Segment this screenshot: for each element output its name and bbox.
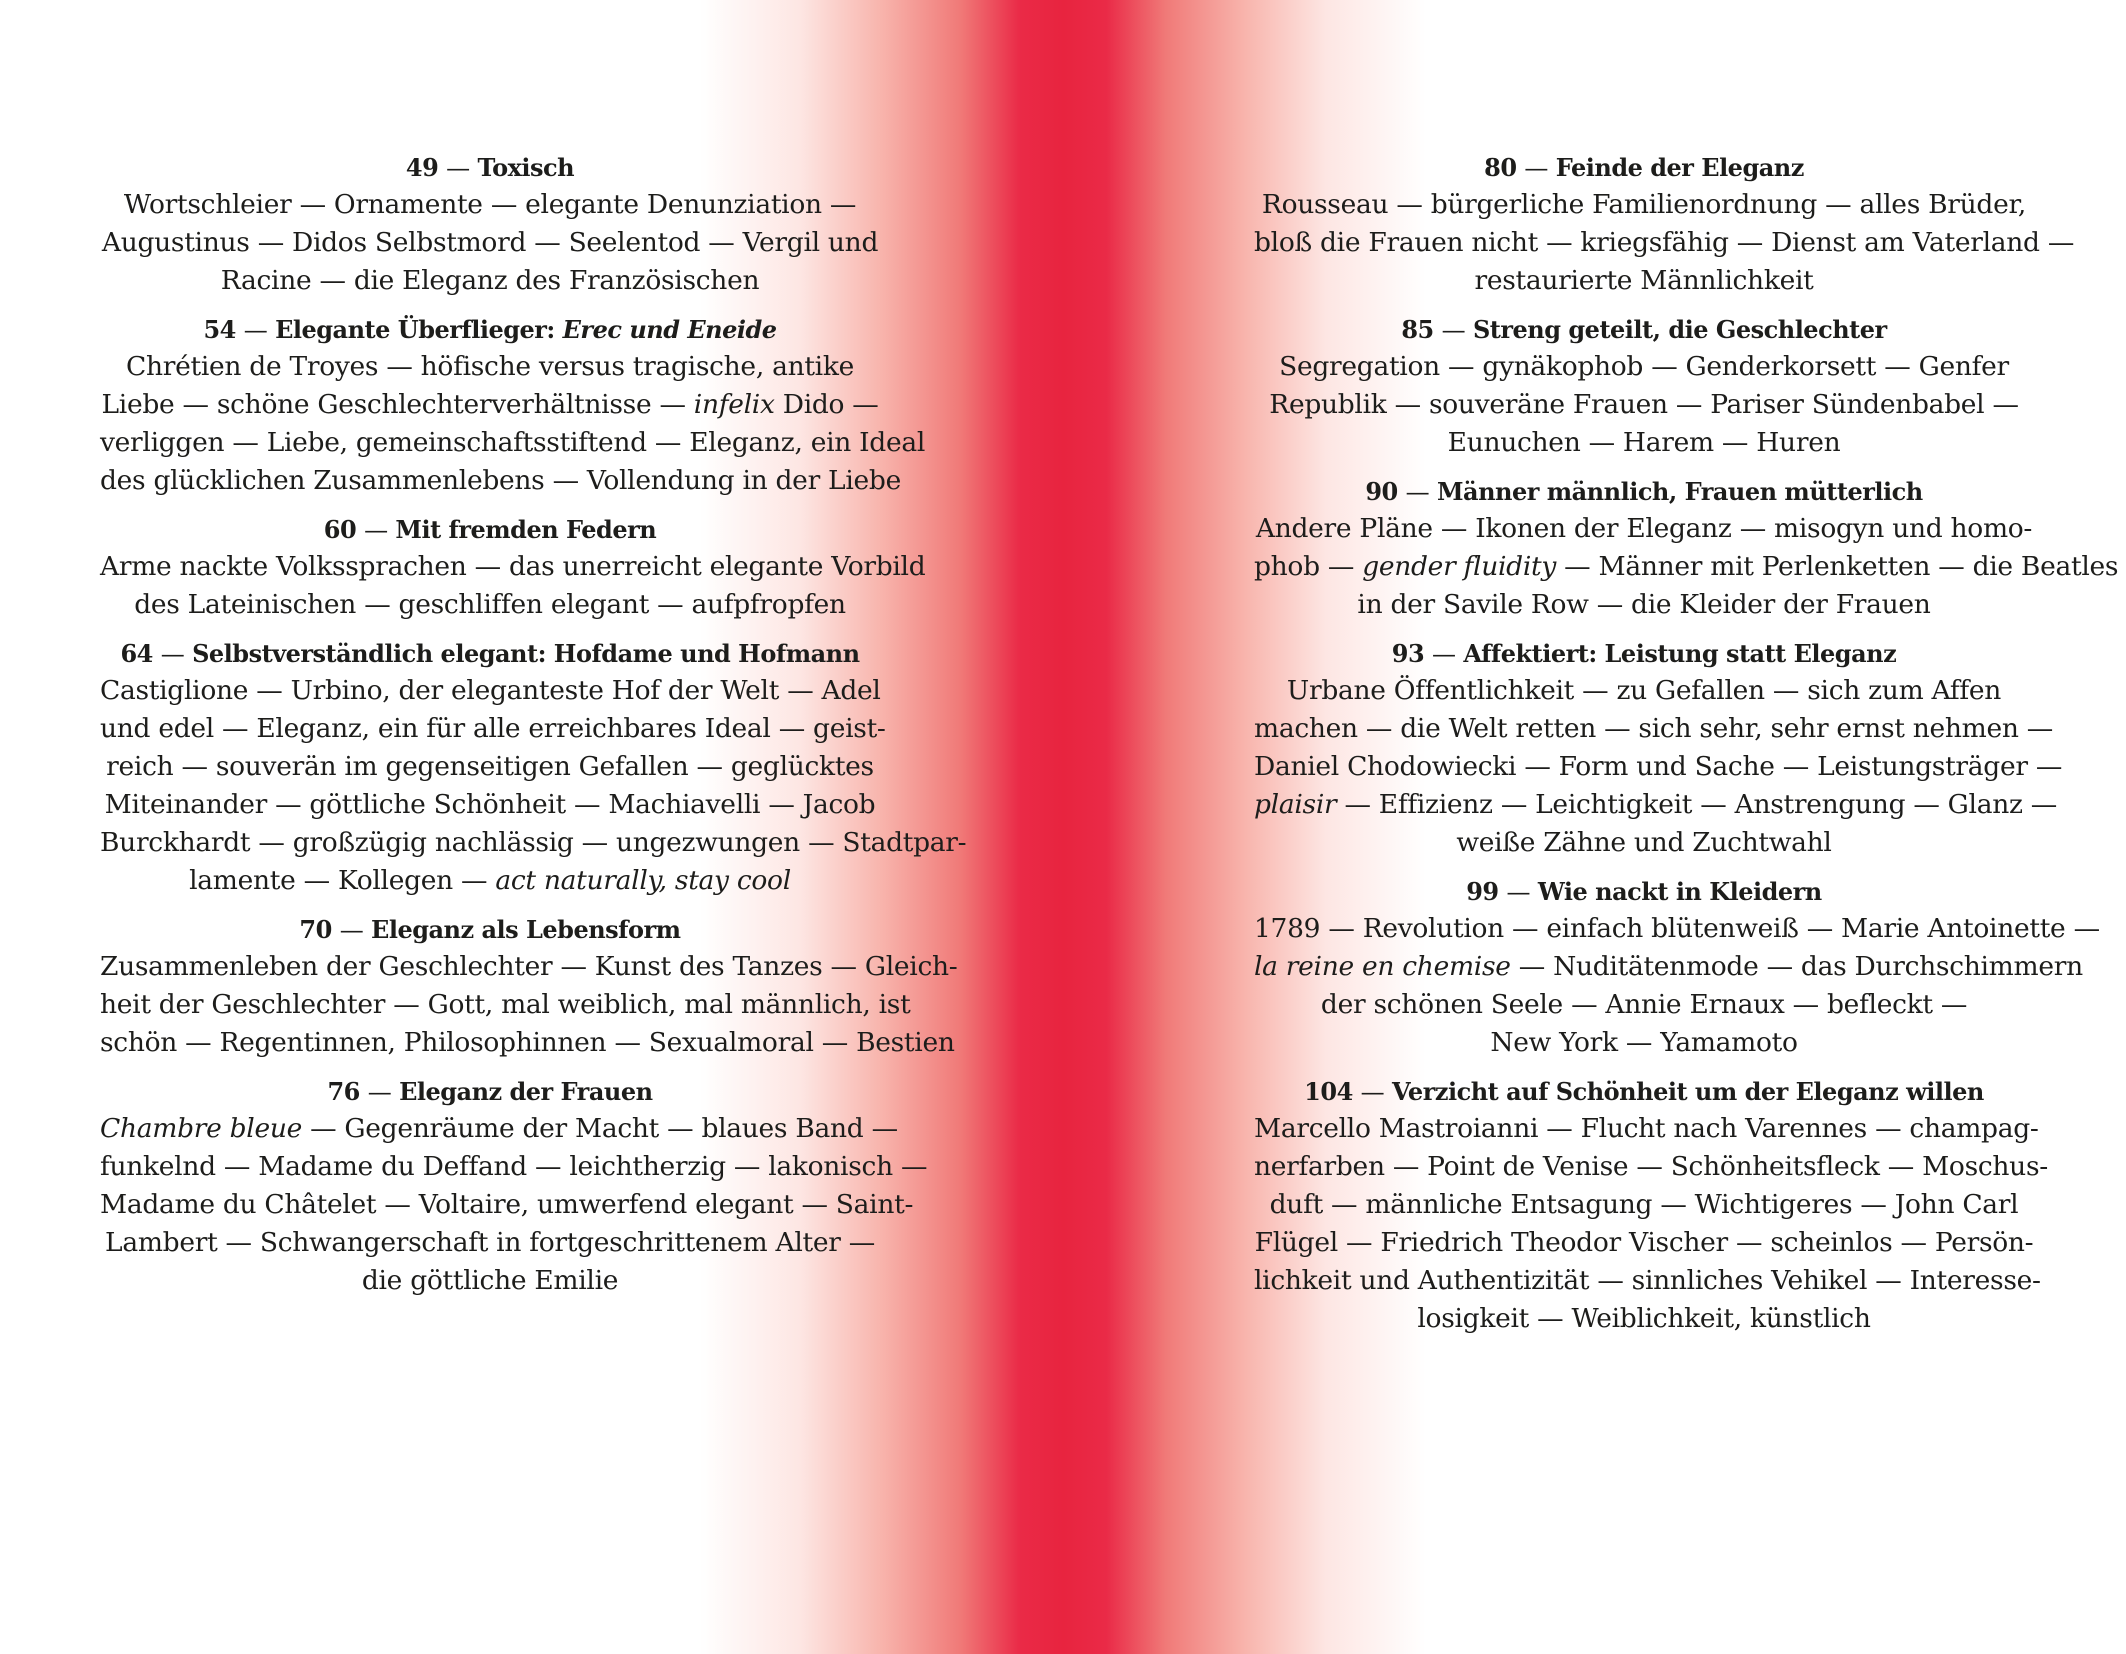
entry-keywords-line xyxy=(1254,1024,2034,1062)
keyword-text: — Effizienz — Leichtigkeit — Anstrengung — Glanz — xyxy=(1336,789,2057,820)
page-number: 80 xyxy=(1484,153,1517,182)
keyword-text: Madame du Châtelet — Voltaire, umwerfend elegant — Saint- xyxy=(100,1189,914,1220)
keyword-text: act naturally, stay cool xyxy=(495,865,791,896)
keyword-text: Burckhardt — großzügig nachlässig — ungezwungen — Stadtpar- xyxy=(100,827,967,858)
heading-dash: — xyxy=(160,640,185,668)
keyword-text: gender fluidity xyxy=(1362,551,1557,582)
keyword-text: Rousseau — bürgerliche Familienordnung — alles Brüder, xyxy=(1261,189,2027,220)
entry-keywords-line xyxy=(100,1224,880,1262)
keyword-text: und edel — Eleganz, ein für alle erreichbares Ideal — geist- xyxy=(100,713,886,744)
entry-keywords-line xyxy=(100,386,880,424)
keyword-text: duft — männliche Entsagung — Wichtigeres — John Carl xyxy=(1269,1189,2019,1220)
keyword-text: bloß die Frauen nicht — kriegsfähig — Dienst am Vaterland — xyxy=(1254,227,2075,258)
entry-heading xyxy=(1254,874,2034,910)
entry-heading xyxy=(1254,1074,2034,1110)
keyword-text: des Lateinischen — geschliffen elegant — aufpfropfen xyxy=(134,589,846,620)
entry-keywords-line xyxy=(100,986,911,1024)
page-number: 49 xyxy=(405,153,439,182)
entry-keywords-line xyxy=(100,786,880,824)
keyword-text: Daniel Chodowiecki — Form und Sache — Leistungsträger — xyxy=(1254,751,2063,782)
entry-title: Affektiert: Leistung statt Eleganz xyxy=(1463,639,1897,668)
entry-keywords-line xyxy=(1254,910,2100,948)
keyword-text: — Männer mit Perlenketten — die Beatles xyxy=(1556,551,2119,582)
entry-keywords-line xyxy=(100,1262,880,1300)
entry-keywords-line xyxy=(100,824,967,862)
entry-keywords-line xyxy=(100,262,880,300)
heading-dash: — xyxy=(339,916,364,944)
toc-entry xyxy=(100,1074,928,1300)
entry-title: Wie nackt in Kleidern xyxy=(1537,877,1822,906)
keyword-text: Marcello Mastroianni — Flucht nach Varennes — champag- xyxy=(1254,1113,2039,1144)
entry-heading xyxy=(1254,312,2034,348)
keyword-text: des glücklichen Zusammenlebens — Vollendung in der Liebe xyxy=(100,465,901,496)
entry-keywords-line xyxy=(1254,424,2034,462)
toc-entry xyxy=(100,512,926,624)
page-number: 64 xyxy=(120,639,153,668)
entry-keywords-line xyxy=(100,462,901,500)
keyword-text: die göttliche Emilie xyxy=(361,1265,619,1296)
keyword-text: nerfarben — Point de Venise — Schönheitsfleck — Moschus- xyxy=(1254,1151,2048,1182)
entry-keywords-line xyxy=(1254,586,2034,624)
toc-entry xyxy=(100,636,967,900)
keyword-text: funkelnd — Madame du Deffand — leichtherzig — lakonisch — xyxy=(100,1151,928,1182)
page-number: 54 xyxy=(203,315,236,344)
heading-dash: — xyxy=(367,1078,392,1106)
keyword-text: Miteinander — göttliche Schönheit — Machiavelli — Jacob xyxy=(104,789,876,820)
keyword-text: Segregation — gynäkophob — Genderkorsett — Genfer xyxy=(1279,351,2009,382)
keyword-text: in der Savile Row — die Kleider der Frauen xyxy=(1357,589,1931,620)
toc-entry xyxy=(1254,874,2100,1062)
keyword-text: Dido — xyxy=(774,389,879,420)
entry-keywords-line xyxy=(1254,224,2075,262)
heading-dash: — xyxy=(1524,154,1548,182)
entry-keywords-line xyxy=(1254,948,2083,986)
page-number: 104 xyxy=(1304,1077,1353,1106)
entry-keywords-line xyxy=(100,1186,914,1224)
entry-heading xyxy=(1254,474,2034,510)
entry-title: Erec und Eneide xyxy=(562,315,777,344)
keyword-text: Castiglione — Urbino, der eleganteste Hof der Welt — Adel xyxy=(100,675,881,706)
entry-keywords-line xyxy=(1254,672,2034,710)
keyword-text: machen — die Welt retten — sich sehr, sehr ernst nehmen — xyxy=(1254,713,2053,744)
entry-keywords-line xyxy=(1254,1110,2039,1148)
page-number: 93 xyxy=(1391,639,1425,668)
entry-heading xyxy=(100,1074,880,1110)
entry-keywords-line xyxy=(100,1110,898,1148)
entry-keywords-line xyxy=(1254,186,2034,224)
keyword-text: New York — Yamamoto xyxy=(1490,1027,1798,1058)
page-number: 60 xyxy=(323,515,357,544)
keyword-text: der schönen Seele — Annie Ernaux — befleckt — xyxy=(1320,989,1968,1020)
entry-keywords-line xyxy=(100,348,880,386)
page-number: 70 xyxy=(299,915,332,944)
entry-keywords-line xyxy=(1254,1300,2034,1338)
keyword-text: plaisir xyxy=(1254,789,1337,820)
entry-heading xyxy=(100,912,880,948)
toc-entry xyxy=(1254,312,2034,462)
entry-keywords-line xyxy=(1254,262,2034,300)
entry-keywords-line xyxy=(100,424,926,462)
heading-dash: — xyxy=(446,154,470,182)
right-page-contents xyxy=(1254,150,2119,1350)
keyword-text: Arme nackte Volkssprachen — das unerreicht elegante Vorbild xyxy=(100,551,926,582)
keyword-text: — Nuditätenmode — das Durchschimmern xyxy=(1510,951,2083,982)
keyword-text: weiße Zähne und Zuchtwahl xyxy=(1456,827,1832,858)
keyword-text: losigkeit — Weiblichkeit, künstlich xyxy=(1417,1303,1871,1334)
keyword-text: restaurierte Männlichkeit xyxy=(1474,265,1814,296)
entry-heading xyxy=(100,512,880,548)
keyword-text: Liebe — schöne Geschlechterverhältnisse — xyxy=(101,389,694,420)
keyword-text: Zusammenleben der Geschlechter — Kunst des Tanzes — Gleich- xyxy=(100,951,958,982)
heading-dash: — xyxy=(1432,640,1456,668)
entry-heading xyxy=(100,312,880,348)
page-number: 76 xyxy=(327,1077,360,1106)
entry-title: Männer männlich, Frauen mütterlich xyxy=(1436,477,1923,506)
page-number: 85 xyxy=(1401,315,1434,344)
entry-keywords-line xyxy=(100,748,880,786)
entry-keywords-line xyxy=(100,186,880,224)
keyword-text: 1789 — Revolution — einfach blütenweiß — Marie Antoinette — xyxy=(1254,913,2100,944)
keyword-text: schön — Regentinnen, Philosophinnen — Sexualmoral — Bestien xyxy=(100,1027,955,1058)
entry-keywords-line xyxy=(100,672,880,710)
entry-keywords-line xyxy=(1254,1262,2041,1300)
toc-entry xyxy=(100,312,926,500)
keyword-text: Flügel — Friedrich Theodor Vischer — scheinlos — Persön- xyxy=(1254,1227,2034,1258)
toc-entry xyxy=(1254,474,2119,624)
entry-keywords-line xyxy=(1254,786,2057,824)
keyword-text: Urbane Öffentlichkeit — zu Gefallen — sich zum Affen xyxy=(1286,675,2002,706)
toc-entry xyxy=(1254,636,2063,862)
entry-keywords-line xyxy=(1254,1224,2034,1262)
keyword-text: Andere Pläne — Ikonen der Eleganz — misogyn und homo- xyxy=(1255,513,2033,544)
keyword-text: la reine en chemise xyxy=(1254,951,1511,982)
entry-keywords-line xyxy=(100,1024,955,1062)
keyword-text: Chrétien de Troyes — höfische versus tragische, antike xyxy=(125,351,854,382)
left-page-contents xyxy=(100,150,967,1312)
keyword-text: infelix xyxy=(693,389,775,420)
keyword-text: verliggen — Liebe, gemeinschaftsstiftend — Eleganz, ein Ideal xyxy=(100,427,926,458)
entry-keywords-line xyxy=(1254,824,2034,862)
heading-dash: — xyxy=(1360,1078,1385,1106)
keyword-text: — Gegenräume der Macht — blaues Band — xyxy=(301,1113,898,1144)
heading-dash: — xyxy=(364,516,388,544)
toc-entry xyxy=(1254,150,2075,300)
keyword-text: reich — souverän im gegenseitigen Gefallen — geglücktes xyxy=(106,751,874,782)
entry-title: Feinde der Eleganz xyxy=(1555,153,1804,182)
entry-keywords-line xyxy=(100,548,926,586)
page-number: 99 xyxy=(1466,877,1499,906)
keyword-text: lichkeit und Authentizität — sinnliches Vehikel — Interesse- xyxy=(1254,1265,2041,1296)
entry-keywords-line xyxy=(100,586,880,624)
entry-heading xyxy=(100,150,880,186)
keyword-text: heit der Geschlechter — Gott, mal weiblich, mal männlich, ist xyxy=(100,989,911,1020)
entry-title: Selbstverständlich elegant: Hofdame und Hofmann xyxy=(192,639,860,668)
entry-title: Eleganz als Lebensform xyxy=(371,915,681,944)
keyword-text: phob — xyxy=(1254,551,1363,582)
heading-dash: — xyxy=(1506,878,1530,906)
entry-keywords-line xyxy=(1254,548,2119,586)
entry-keywords-line xyxy=(1254,386,2034,424)
heading-dash: — xyxy=(243,316,268,344)
entry-heading xyxy=(100,636,880,672)
keyword-text: lamente — Kollegen — xyxy=(189,865,496,896)
entry-keywords-line xyxy=(1254,510,2034,548)
entry-keywords-line xyxy=(100,948,958,986)
entry-title: Verzicht auf Schönheit um der Eleganz willen xyxy=(1392,1077,1984,1106)
keyword-text: Wortschleier — Ornamente — elegante Denunziation — xyxy=(123,189,857,220)
keyword-text: Augustinus — Didos Selbstmord — Seelentod — Vergil und xyxy=(101,227,879,258)
heading-dash: — xyxy=(1405,478,1430,506)
entry-keywords-line xyxy=(1254,986,2034,1024)
toc-entry xyxy=(1254,1074,2048,1338)
entry-keywords-line xyxy=(1254,1148,2048,1186)
entry-title: Streng geteilt, die Geschlechter xyxy=(1472,315,1887,344)
toc-entry xyxy=(100,912,958,1062)
heading-dash: — xyxy=(1441,316,1466,344)
entry-heading xyxy=(1254,636,2034,672)
entry-keywords-line xyxy=(1254,1186,2034,1224)
entry-keywords-line xyxy=(100,1148,928,1186)
entry-title: Elegante Überflieger: xyxy=(275,315,563,344)
keyword-text: Eunuchen — Harem — Huren xyxy=(1447,427,1841,458)
page-number: 90 xyxy=(1365,477,1398,506)
entry-keywords-line xyxy=(100,862,880,900)
entry-title: Toxisch xyxy=(477,153,575,182)
entry-title: Mit fremden Federn xyxy=(395,515,657,544)
entry-keywords-line xyxy=(1254,748,2063,786)
entry-title: Eleganz der Frauen xyxy=(399,1077,653,1106)
entry-keywords-line xyxy=(1254,348,2034,386)
entry-keywords-line xyxy=(100,710,886,748)
entry-heading xyxy=(1254,150,2034,186)
keyword-text: Lambert — Schwangerschaft in fortgeschrittenem Alter — xyxy=(105,1227,875,1258)
toc-entry xyxy=(100,150,880,300)
keyword-text: Chambre bleue xyxy=(100,1113,302,1144)
entry-keywords-line xyxy=(100,224,880,262)
keyword-text: Racine — die Eleganz des Französischen xyxy=(220,265,760,296)
keyword-text: Republik — souveräne Frauen — Pariser Sündenbabel — xyxy=(1269,389,2019,420)
entry-keywords-line xyxy=(1254,710,2053,748)
